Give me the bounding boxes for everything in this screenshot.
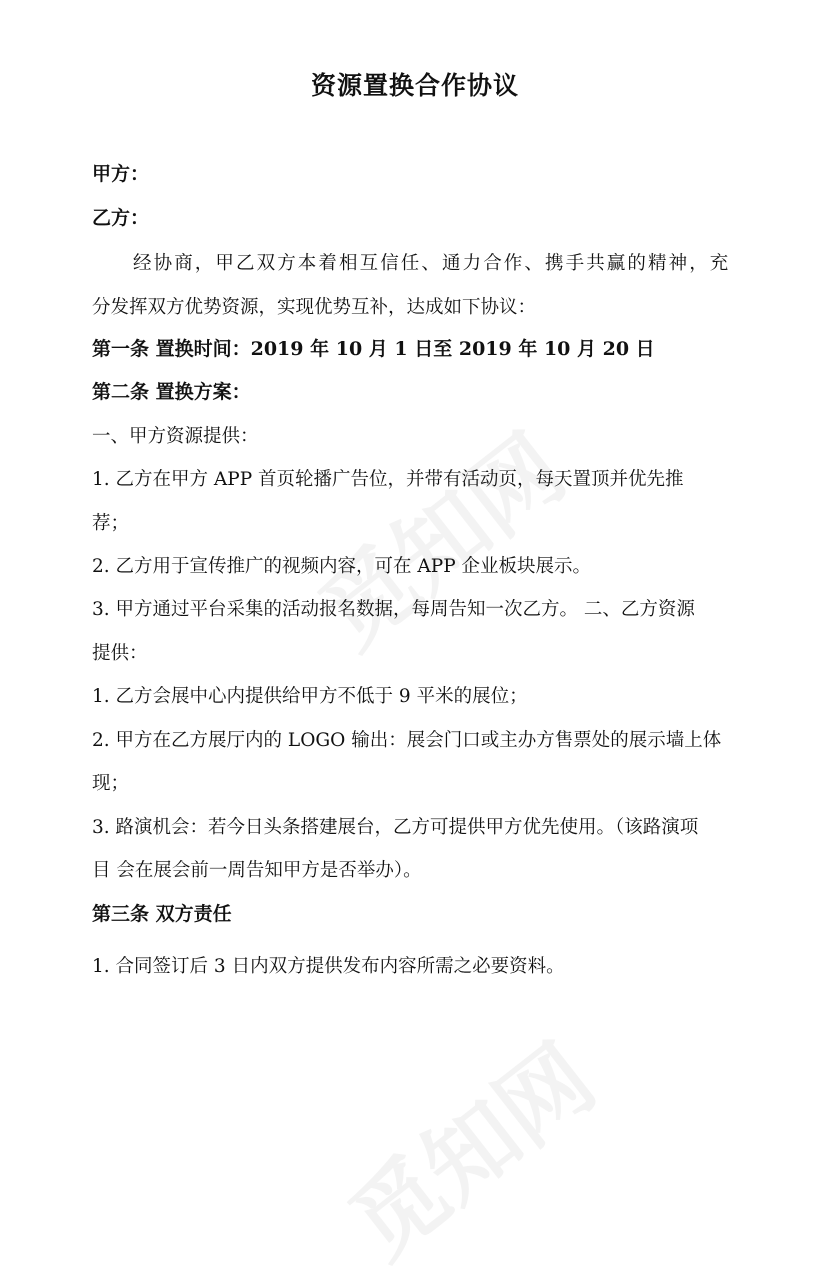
party-a-label: 甲方： [92,163,150,185]
b2-line-2: 现； [92,773,130,794]
a2-item: 2. 乙方用于宣传推广的视频内容，可在 APP 企业板块展示。 [92,556,592,577]
a1-line-1: 1. 乙方在甲方 APP 首页轮播广告位，并带有活动页，每天置顶并优先推 [92,469,684,490]
document-title: 资源置换合作协议 [310,71,519,100]
b2-line-1: 2. 甲方在乙方展厅内的 LOGO 输出：展会门口或主办方售票处的展示墙上体 [92,730,722,751]
intro-paragraph-line-1: 经协商，甲乙双方本着相互信任、通力合作、携手共赢的精神，充 [133,253,731,274]
c1-item: 1. 合同签订后 3 日内双方提供发布内容所需之必要资料。 [92,956,565,977]
b3-line-1: 3. 路演机会：若今日头条搭建展台，乙方可提供甲方优先使用。（该路演项 [92,817,699,838]
b3-line-2: 目 会在展会前一周告知甲方是否举办）。 [92,860,422,881]
a3-line-1: 3. 甲方通过平台采集的活动报名数据，每周告知一次乙方。 二、乙方资源 [92,599,695,620]
article-3-heading: 第三条 双方责任 [92,903,232,925]
intro-paragraph-line-2: 分发挥双方优势资源，实现优势互补，达成如下协议： [92,297,537,318]
article-2-heading: 第二条 置换方案： [92,381,251,403]
section-a-heading: 一、甲方资源提供： [92,426,259,447]
a3-line-2: 提供： [92,643,148,664]
watermark-bottom [319,1009,618,1283]
a1-line-2: 荐； [92,513,130,534]
party-b-label: 乙方： [92,207,150,229]
b1-item: 1. 乙方会展中心内提供给甲方不低于 9 平米的展位； [92,686,528,707]
article-1-timeframe: 第一条 置换时间：2019 年 10 月 1 日至 2019 年 10 月 20 日 [92,338,655,360]
